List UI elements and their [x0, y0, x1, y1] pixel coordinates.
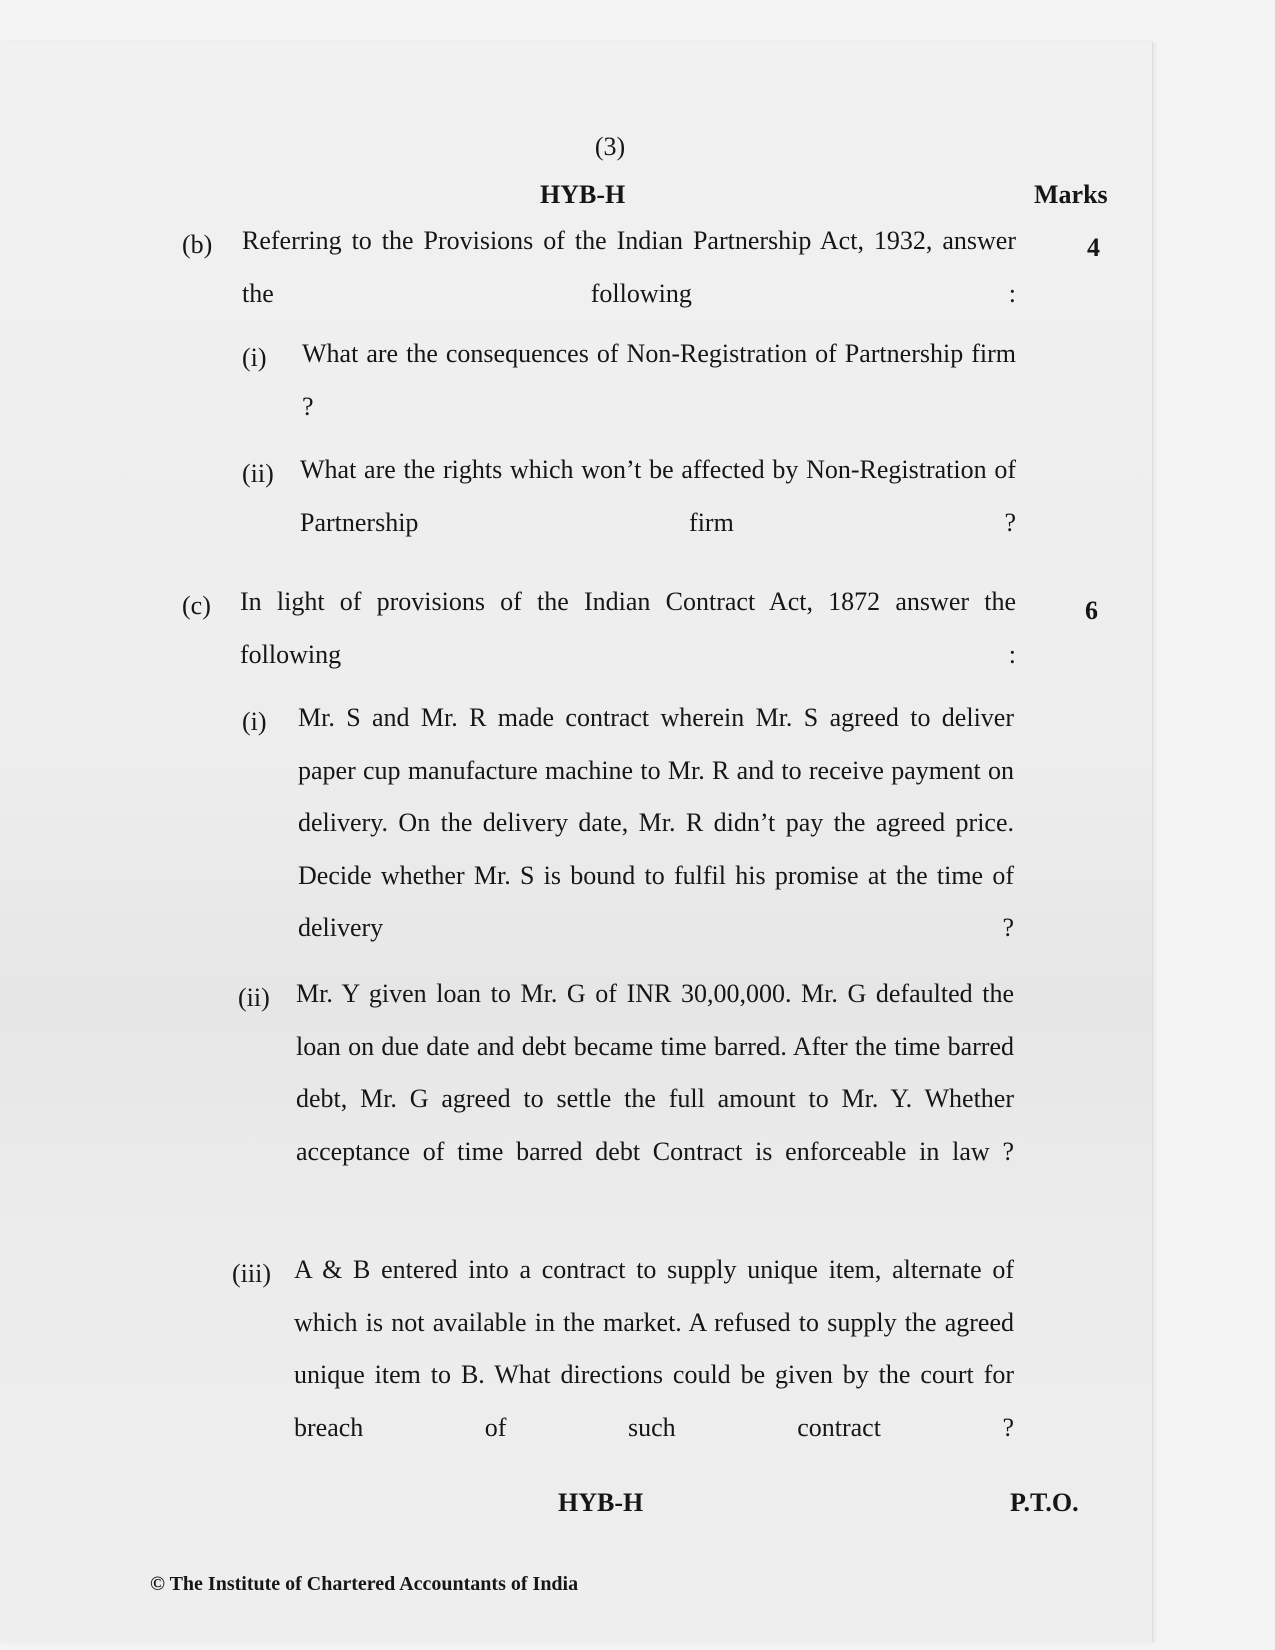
question-b-part-i-text: What are the consequences of Non-Registration of Partnership firm ? [302, 339, 1016, 421]
question-b-part-i-label: (i) [242, 343, 267, 372]
paper-code-footer: HYB-H [558, 1488, 644, 1517]
question-c-part-i-label: (i) [242, 707, 267, 736]
question-b-part-ii-label: (ii) [242, 459, 274, 488]
question-c-part-ii-text: Mr. Y given loan to Mr. G of INR 30,00,000. Mr. G defaulted the loan on due date and debt became time barred. After the time barred debt, Mr. G agreed to settle the full amount to Mr. Y. Whether acceptance of time barred debt Contract is enforceable in law ? [296, 979, 1014, 1166]
question-c-part-ii-label: (ii) [238, 983, 270, 1012]
marks-column-header: Marks [1034, 180, 1108, 209]
question-c-text: In light of provisions of the Indian Contract Act, 1872 answer the following : [240, 587, 1016, 669]
please-turn-over: P.T.O. [1010, 1488, 1079, 1517]
paper-code-header: HYB-H [540, 180, 626, 209]
question-c-marks: 6 [1085, 596, 1098, 625]
question-c-label: (c) [182, 591, 211, 620]
question-c-part-i-text: Mr. S and Mr. R made contract wherein Mr. S agreed to deliver paper cup manufacture machine to Mr. R and to receive payment on delivery. On the delivery date, Mr. R didn’t pay the agreed price. Decide whether Mr. S is bound to fulfil his promise at the time of delivery ? [298, 703, 1014, 942]
page-number: (3) [594, 132, 626, 161]
question-b-label: (b) [182, 230, 213, 259]
question-b-part-ii-text: What are the rights which won’t be affected by Non-Registration of Partnership firm ? [300, 455, 1016, 537]
question-b-text: Referring to the Provisions of the Indian Partnership Act, 1932, answer the following : [242, 226, 1016, 308]
question-c-part-iii-label: (iii) [232, 1259, 271, 1288]
question-b-marks: 4 [1087, 233, 1100, 262]
question-c-part-iii-text: A & B entered into a contract to supply unique item, alternate of which is not available in the market. A refused to supply the agreed unique item to B. What directions could be given by the court for breach of such contract ? [294, 1255, 1014, 1442]
copyright-notice: © The Institute of Chartered Accountants of India [150, 1573, 579, 1595]
